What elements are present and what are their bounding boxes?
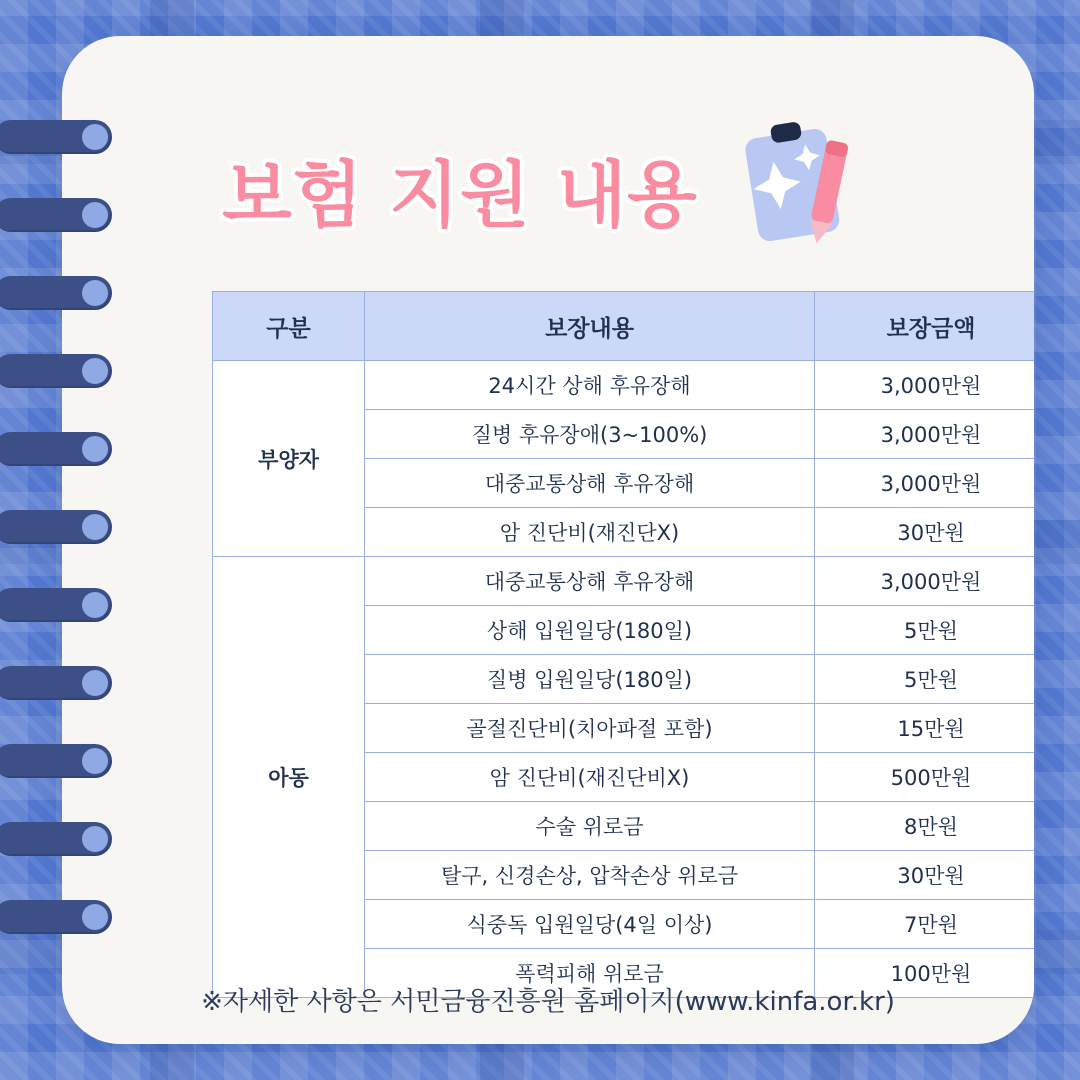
coverage-amount: 7만원: [815, 900, 1035, 949]
page-title: 보험 지원 내용: [222, 153, 698, 237]
coverage-amount: 100만원: [815, 949, 1035, 998]
coverage-content: 암 진단비(재진단비X): [365, 753, 815, 802]
coverage-amount: 3,000만원: [815, 410, 1035, 459]
clipboard-pencil-icon: [724, 114, 874, 264]
coverage-content: 대중교통상해 후유장해: [365, 557, 815, 606]
coverage-amount: 3,000만원: [815, 459, 1035, 508]
coverage-content: 암 진단비(재진단X): [365, 508, 815, 557]
group-label-child: 아동: [213, 557, 365, 998]
spiral-binding: [0, 0, 120, 1080]
coverage-content: 대중교통상해 후유장해: [365, 459, 815, 508]
table-row: [213, 361, 1035, 410]
coverage-amount: 5만원: [815, 606, 1035, 655]
coverage-content: 질병 입원일당(180일): [365, 655, 815, 704]
coverage-content: 수술 위로금: [365, 802, 815, 851]
coverage-amount: 15만원: [815, 704, 1035, 753]
coverage-content: 상해 입원일당(180일): [365, 606, 815, 655]
coverage-content: 식중독 입원일당(4일 이상): [365, 900, 815, 949]
coverage-amount: 3,000만원: [815, 557, 1035, 606]
table-row: [213, 557, 1035, 606]
coverage-content: 골절진단비(치아파절 포함): [365, 704, 815, 753]
coverage-amount: 30만원: [815, 508, 1035, 557]
content-card: [62, 36, 1034, 1044]
coverage-content: 탈구, 신경손상, 압착손상 위로금: [365, 851, 815, 900]
coverage-content: 질병 후유장애(3~100%): [365, 410, 815, 459]
coverage-content: 폭력피해 위로금: [365, 949, 815, 998]
column-header-amount: 보장금액: [815, 292, 1035, 361]
column-header-content: 보장내용: [365, 292, 815, 361]
footnote: ※자세한 사항은 서민금융진흥원 홈페이지(www.kinfa.or.kr): [201, 987, 895, 1017]
coverage-amount: 5만원: [815, 655, 1035, 704]
coverage-amount: 3,000만원: [815, 361, 1035, 410]
column-header-category: 구분: [213, 292, 365, 361]
benefits-table-wrapper: [212, 291, 1034, 998]
benefits-table: [212, 291, 1034, 998]
group-label-dependent: 부양자: [213, 361, 365, 557]
coverage-content: 24시간 상해 후유장해: [365, 361, 815, 410]
header: [62, 114, 1034, 264]
coverage-amount: 8만원: [815, 802, 1035, 851]
coverage-amount: 30만원: [815, 851, 1035, 900]
coverage-amount: 500만원: [815, 753, 1035, 802]
table-header-row: [213, 292, 1035, 361]
